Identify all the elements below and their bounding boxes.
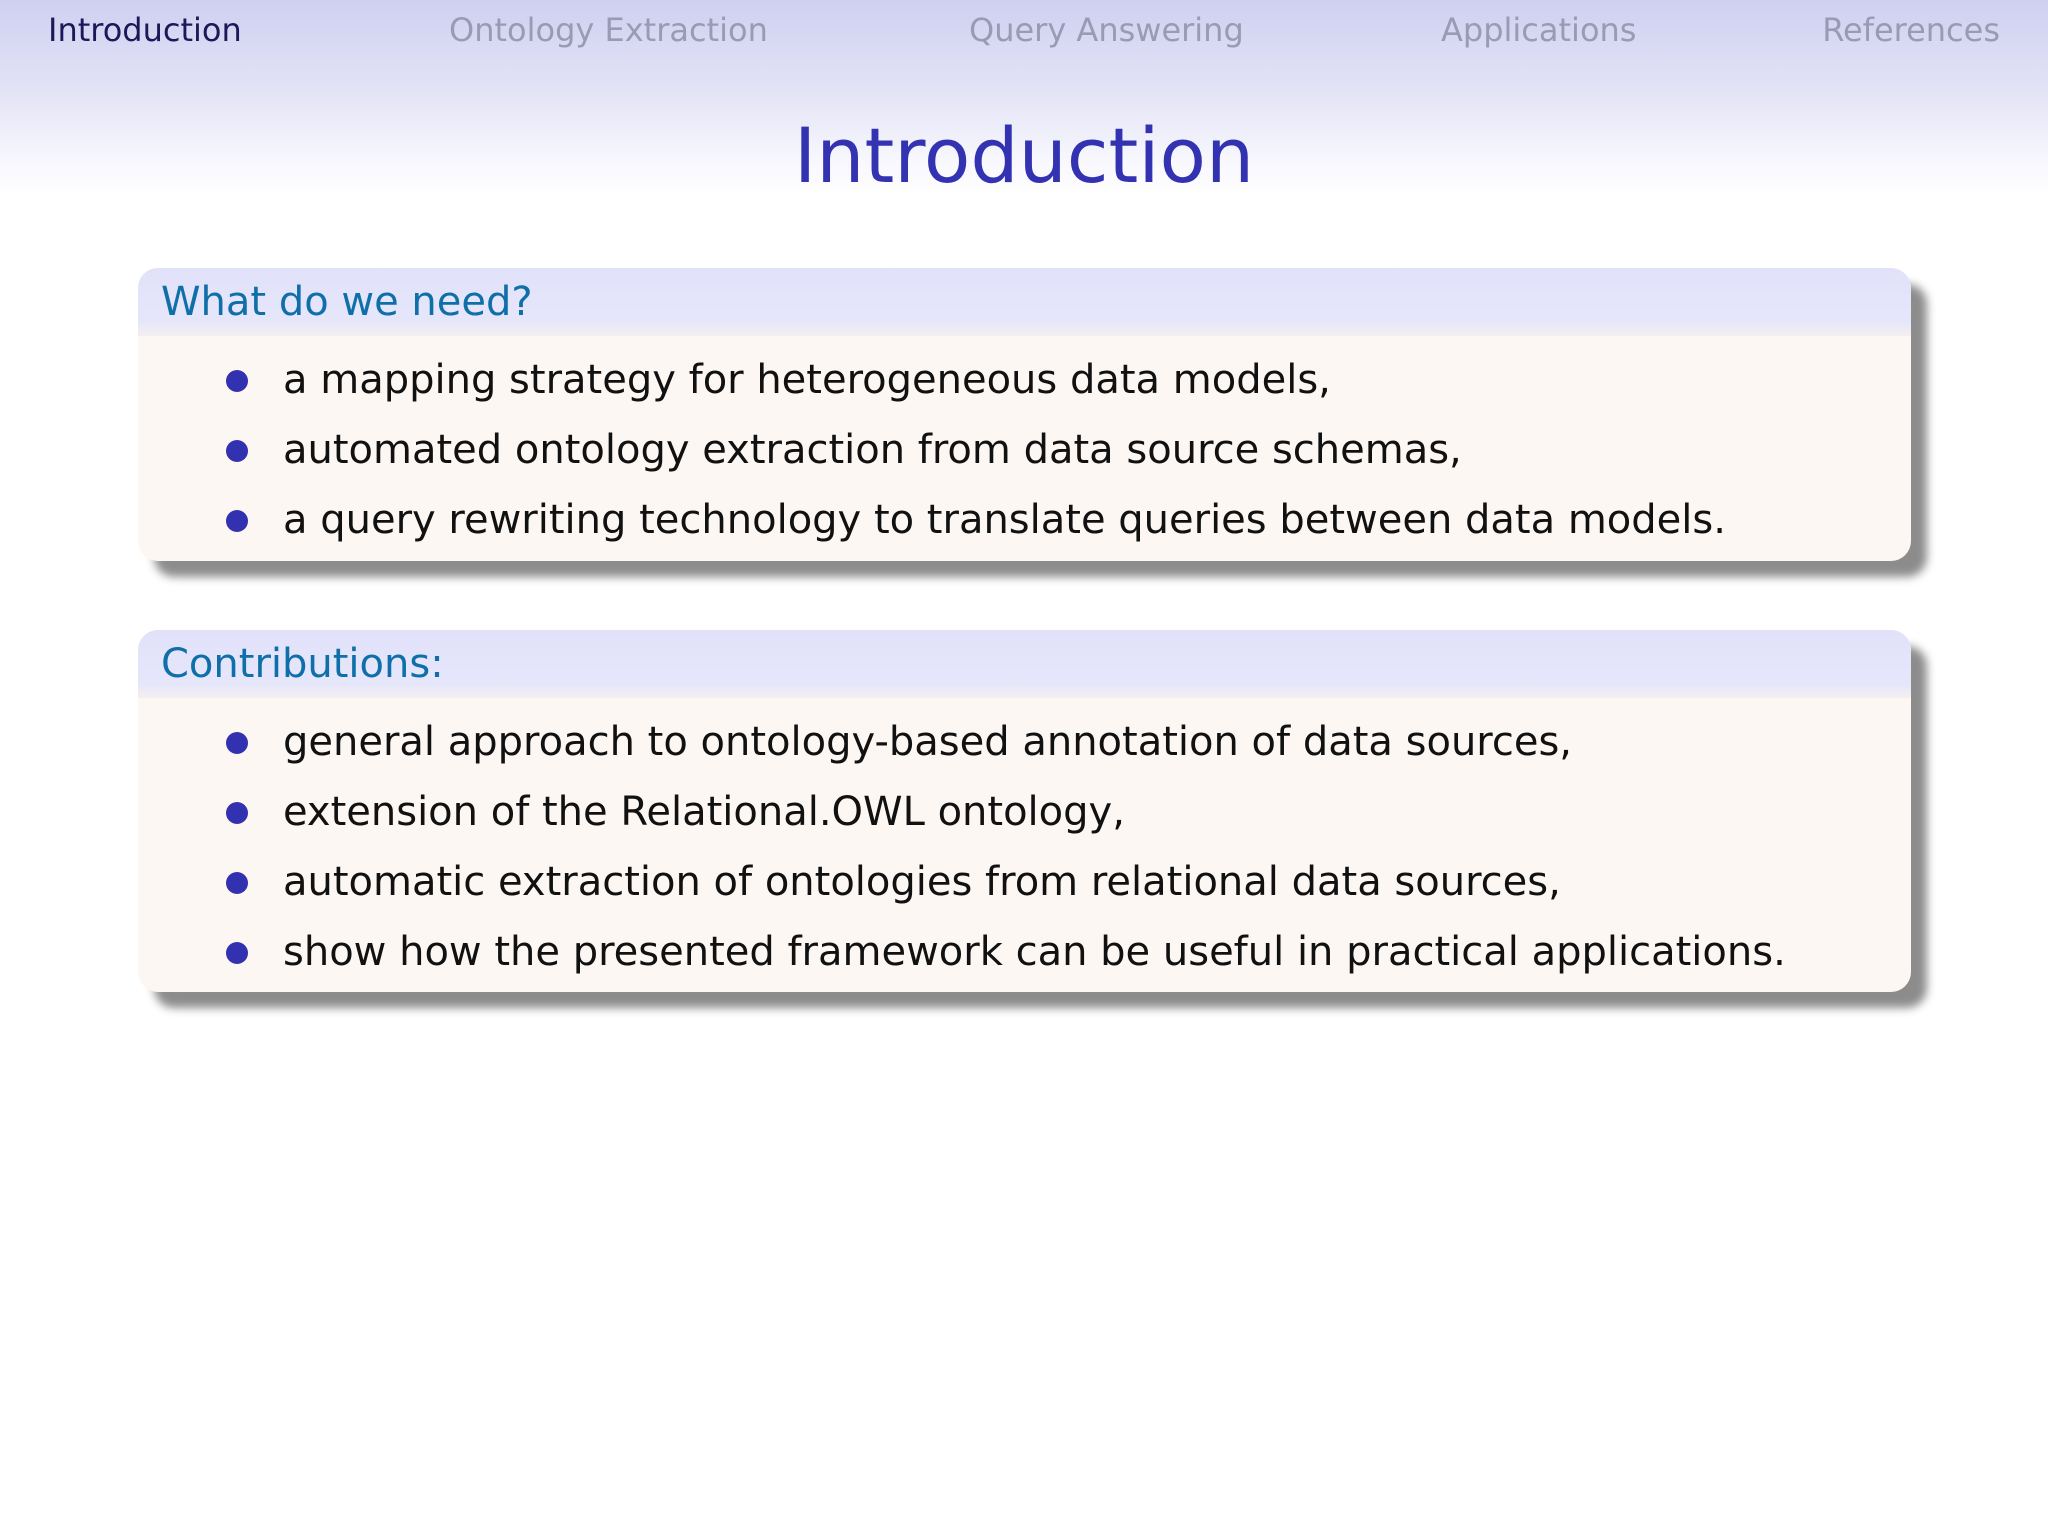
section-navigation	[0, 0, 2048, 60]
list-item	[138, 346, 1911, 416]
block-what-do-we-need	[138, 268, 1911, 561]
nav-item-query-answering[interactable]: Query Answering	[969, 11, 1244, 49]
list-item	[138, 778, 1911, 848]
list-item	[138, 486, 1911, 556]
bullet-icon	[226, 942, 248, 964]
nav-item-references[interactable]: References	[1822, 11, 2000, 49]
bullet-icon	[226, 802, 248, 824]
bullet-icon	[226, 510, 248, 532]
nav-item-ontology-extraction[interactable]: Ontology Extraction	[449, 11, 768, 49]
list-item-text: show how the presented framework can be useful in practical applications.	[283, 929, 1786, 975]
frame-title: Introduction	[793, 111, 1255, 200]
list-item-text: automatic extraction of ontologies from relational data sources,	[283, 859, 1561, 905]
block-title: Contributions:	[138, 630, 1911, 698]
nav-item-applications[interactable]: Applications	[1441, 11, 1637, 49]
list-item	[138, 848, 1911, 918]
bullet-icon	[226, 872, 248, 894]
slide-header	[0, 0, 2048, 200]
bullet-icon	[226, 370, 248, 392]
list-item-text: extension of the Relational.OWL ontology,	[283, 789, 1125, 835]
list-item	[138, 708, 1911, 778]
list-item-text: general approach to ontology-based annotation of data sources,	[283, 719, 1573, 765]
list-item-text: a query rewriting technology to translate queries between data models.	[283, 497, 1726, 543]
bullet-icon	[226, 440, 248, 462]
block-contributions	[138, 630, 1911, 992]
block-title: What do we need?	[138, 268, 1911, 336]
list-item	[138, 918, 1911, 988]
nav-item-introduction[interactable]: Introduction	[48, 11, 242, 49]
list-item-text: a mapping strategy for heterogeneous data models,	[283, 357, 1331, 403]
list-item-text: automated ontology extraction from data source schemas,	[283, 427, 1462, 473]
bullet-icon	[226, 732, 248, 754]
list-item	[138, 416, 1911, 486]
